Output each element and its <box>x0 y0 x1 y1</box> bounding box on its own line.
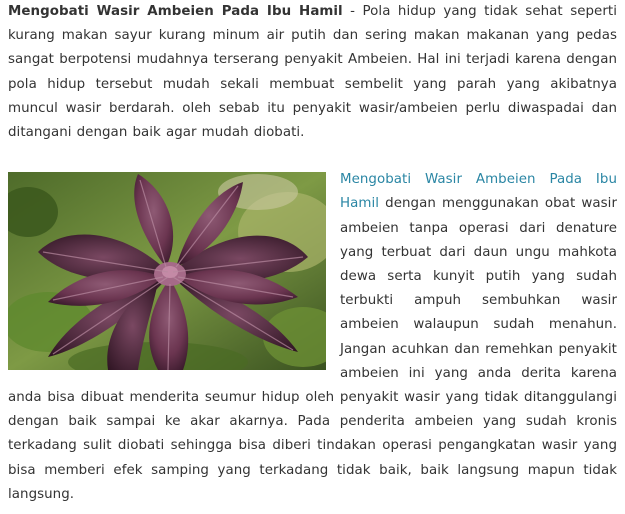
plant-photo-illustration <box>8 172 326 370</box>
second-text: dengan menggunakan obat wasir ambeien tanpa operasi dari denature yang terbuat dari daun ungu mahkota dewa serta kunyit putih yang sudah terbukti ampuh sembuhkan wasir ambeien walaupun sudah menahun. Jangan acuhkan dan remehkan penyakit ambeien ini yang anda derita karena anda bisa dibuat menderita seumur hidup oleh penyakit wasir yang tidak ditanggulangi dengan baik sampai ke akar akarnya. Pada penderita ambeien yang sudah kronis terkadang sulit diobati sehingga bisa diberi tindakan operasi pengangkatan wasir yang bisa memberi efek samping yang terkadang tidak baik, baik langsung mapun tidak langsung. <box>8 196 617 502</box>
second-paragraph <box>8 168 617 507</box>
intro-paragraph <box>8 0 617 145</box>
article-body <box>8 0 617 507</box>
intro-text: Pola hidup yang tidak sehat seperti kurang makan sayur kurang minum air putih dan sering makan makanan yang pedas sangat berpotensi mudahnya terserang penyakit Ambeien. Hal ini terjadi karena dengan pola hidup tersebut mudah sekali membuat sembelit yang parah yang akibatnya muncul wasir berdarah. oleh sebab itu penyakit wasir/ambeien perlu diwaspadai dan ditangani dengan baik agar mudah diobati. <box>8 4 617 141</box>
title-separator: - <box>342 4 363 19</box>
article-title: Mengobati Wasir Ambeien Pada Ibu Hamil <box>8 4 343 19</box>
purple-leaf-plant-image <box>8 172 326 370</box>
paragraph-gap <box>8 145 617 168</box>
article-title-link[interactable]: Mengobati Wasir Ambeien Pada Ibu Hamil <box>340 172 617 212</box>
